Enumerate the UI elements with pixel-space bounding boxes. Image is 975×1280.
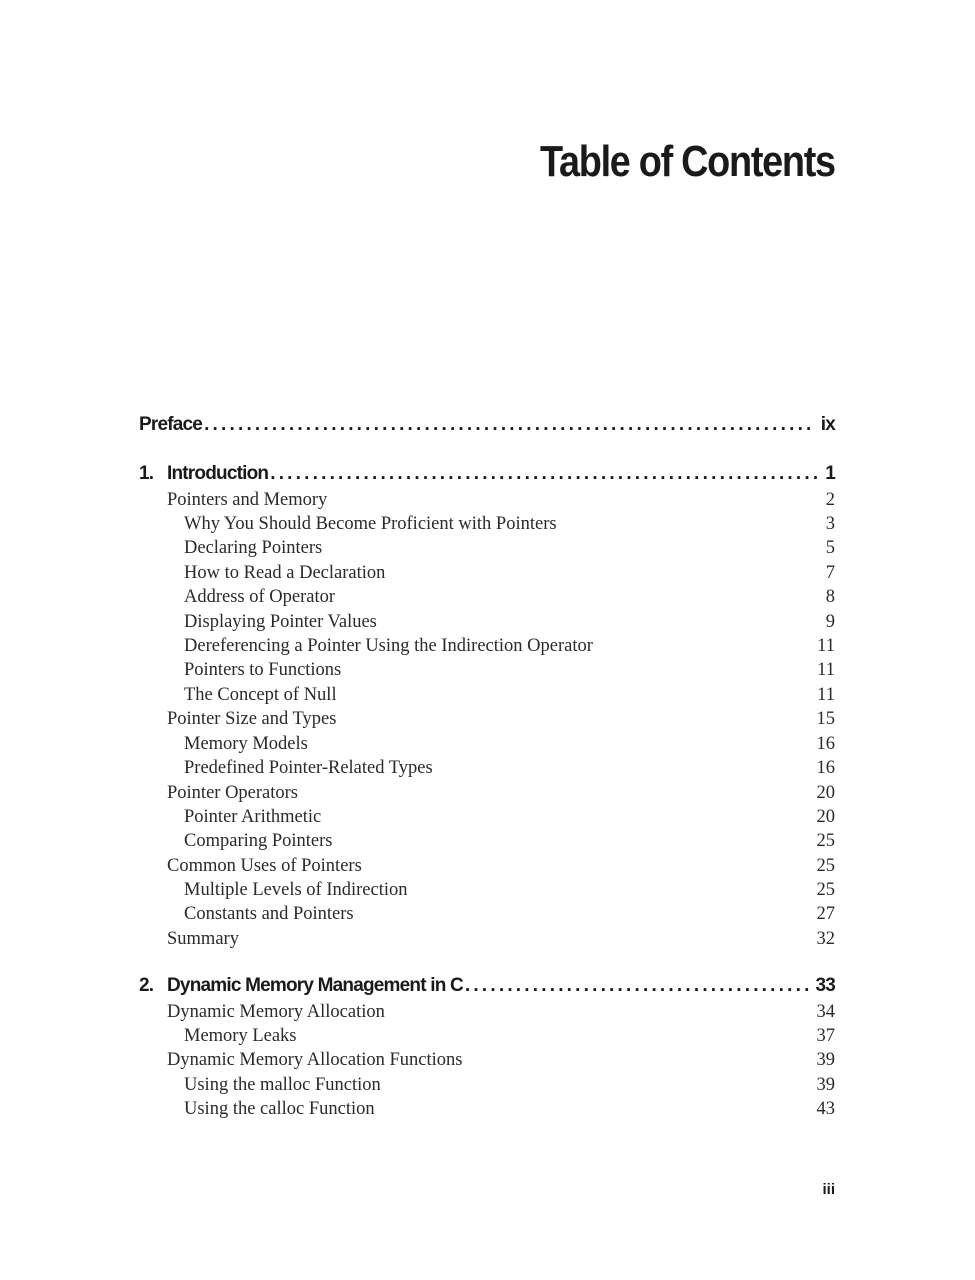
subsection-title: Address of Operator [184, 587, 336, 607]
subsection-title: Displaying Pointer Values [184, 612, 377, 632]
toc-subsection-why-you-should-become-proficient-with-pointers[interactable] [139, 514, 835, 538]
toc-subsection-how-to-read-a-declaration[interactable] [139, 563, 835, 587]
page-ref: ix [820, 414, 835, 435]
toc-subsection-using-the-malloc-function[interactable] [139, 1075, 835, 1099]
page-ref: 11 [817, 636, 835, 656]
subsection-title: Constants and Pointers [184, 904, 354, 924]
subsection-title: Comparing Pointers [184, 831, 333, 851]
toc-chapter-introduction[interactable] [139, 463, 835, 489]
toc-subsection-dereferencing-a-pointer-using-the-indirection-operator[interactable] [139, 636, 835, 660]
page-ref: 9 [825, 612, 835, 632]
page-ref: 27 [816, 904, 835, 924]
toc-section-pointer-size-and-types[interactable] [139, 709, 835, 733]
subsection-title: Pointers to Functions [184, 660, 342, 680]
chapter-number: 2. [139, 975, 154, 996]
subsection-title: The Concept of Null [184, 685, 337, 705]
page-ref: 16 [816, 758, 835, 778]
toc-subsection-memory-leaks[interactable] [139, 1026, 835, 1050]
page-ref: 25 [816, 831, 835, 851]
page-ref: 11 [817, 685, 835, 705]
page-ref: 15 [816, 709, 835, 729]
page-ref: 33 [815, 975, 835, 996]
page-ref: 43 [816, 1099, 835, 1119]
section-title: Pointer Operators [167, 783, 299, 803]
subsection-title: Predefined Pointer-Related Types [184, 758, 433, 778]
page-ref: 39 [816, 1050, 835, 1070]
page-ref: 32 [816, 929, 835, 949]
subsection-title: Multiple Levels of Indirection [184, 880, 408, 900]
toc-section-dynamic-memory-allocation-functions[interactable] [139, 1050, 835, 1074]
chapter-title: Preface [139, 414, 203, 435]
toc-section-pointers-and-memory[interactable] [139, 490, 835, 514]
subsection-title: Declaring Pointers [184, 538, 323, 558]
section-title: Common Uses of Pointers [167, 856, 362, 876]
page-ref: 39 [816, 1075, 835, 1095]
toc-subsection-pointer-arithmetic[interactable] [139, 807, 835, 831]
toc-subsection-comparing-pointers[interactable] [139, 831, 835, 855]
chapter-title: Dynamic Memory Management in C [167, 975, 463, 996]
toc-subsection-the-concept-of-null[interactable] [139, 685, 835, 709]
toc-subsection-address-of-operator[interactable] [139, 587, 835, 611]
toc-section-dynamic-memory-allocation[interactable] [139, 1002, 835, 1026]
page-ref: 16 [816, 734, 835, 754]
chapter-title: Introduction [167, 463, 269, 484]
section-title: Dynamic Memory Allocation [167, 1002, 385, 1022]
page-number: iii [822, 1181, 835, 1198]
toc-section-common-uses-of-pointers[interactable] [139, 856, 835, 880]
table-of-contents [139, 0, 835, 1280]
toc-subsection-displaying-pointer-values[interactable] [139, 612, 835, 636]
subsection-title: Memory Models [184, 734, 308, 754]
section-title: Summary [167, 929, 239, 949]
subsection-title: Using the malloc Function [184, 1075, 381, 1095]
toc-subsection-pointers-to-functions[interactable] [139, 660, 835, 684]
toc-subsection-using-the-calloc-function[interactable] [139, 1099, 835, 1123]
subsection-title: Why You Should Become Proficient with Pointers [184, 514, 557, 534]
page-ref: 37 [816, 1026, 835, 1046]
page-ref: 20 [816, 807, 835, 827]
subsection-title: Pointer Arithmetic [184, 807, 322, 827]
page-ref: 7 [825, 563, 835, 583]
page-ref: 34 [816, 1002, 835, 1022]
dot-leader [270, 463, 819, 485]
page-ref: 25 [816, 880, 835, 900]
subsection-title: Memory Leaks [184, 1026, 297, 1046]
page-ref: 1 [825, 463, 835, 484]
dot-leader [465, 975, 810, 997]
toc-subsection-memory-models[interactable] [139, 734, 835, 758]
subsection-title: Using the calloc Function [184, 1099, 375, 1119]
toc-section-pointer-operators[interactable] [139, 783, 835, 807]
subsection-title: How to Read a Declaration [184, 563, 386, 583]
toc-chapter-preface[interactable] [139, 414, 835, 440]
section-title: Pointers and Memory [167, 490, 328, 510]
toc-subsection-multiple-levels-of-indirection[interactable] [139, 880, 835, 904]
section-title: Dynamic Memory Allocation Functions [167, 1050, 463, 1070]
page-ref: 11 [817, 660, 835, 680]
page-ref: 8 [825, 587, 835, 607]
section-title: Pointer Size and Types [167, 709, 337, 729]
toc-chapter-dynamic-memory-management-in-c[interactable] [139, 975, 835, 1001]
toc-subsection-predefined-pointer-related-types[interactable] [139, 758, 835, 782]
page-ref: 2 [825, 490, 835, 510]
toc-section-summary[interactable] [139, 929, 835, 953]
page-ref: 25 [816, 856, 835, 876]
dot-leader [204, 414, 815, 436]
subsection-title: Dereferencing a Pointer Using the Indirection Operator [184, 636, 593, 656]
chapter-number: 1. [139, 463, 154, 484]
page-ref: 3 [825, 514, 835, 534]
toc-subsection-declaring-pointers[interactable] [139, 538, 835, 562]
page-ref: 20 [816, 783, 835, 803]
page-title: Table of Contents [540, 137, 835, 186]
toc-subsection-constants-and-pointers[interactable] [139, 904, 835, 928]
page-ref: 5 [825, 538, 835, 558]
